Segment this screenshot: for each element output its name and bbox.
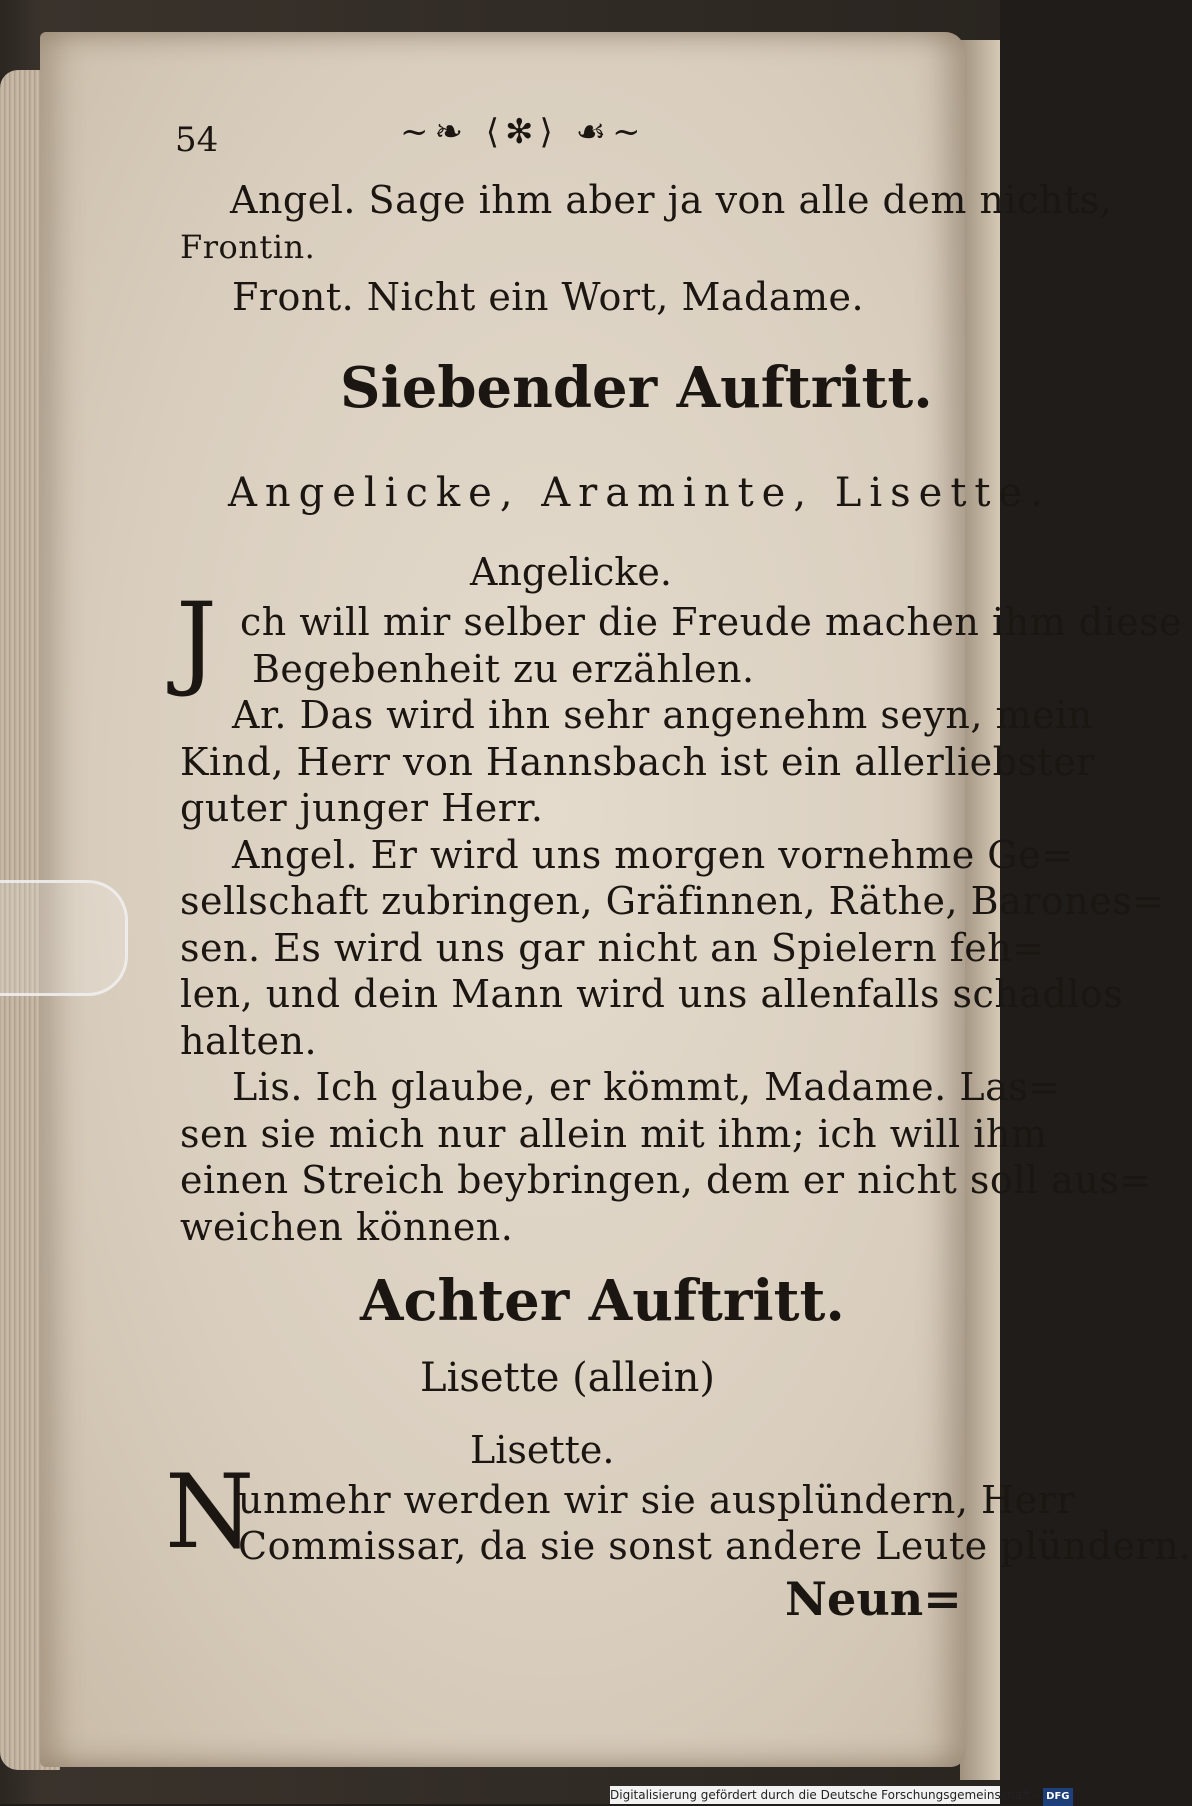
text-line: ch will mir selber die Freude machen ihm diese xyxy=(240,600,1183,644)
text-line: sellschaft zubringen, Gräfinnen, Räthe, Barones= xyxy=(180,879,1165,923)
bookmark-clip xyxy=(0,880,128,996)
text-line: guter junger Herr. xyxy=(180,786,544,830)
drop-cap: J xyxy=(176,581,217,700)
text-line: Angel. Er wird uns morgen vornehme Ge= xyxy=(232,833,1074,877)
header-ornament: ~❧ ⟨✻⟩ ☙~ xyxy=(400,112,647,152)
text-line: Kind, Herr von Hannsbach ist ein allerliebster xyxy=(180,740,1095,784)
speaker-name: Lisette. xyxy=(470,1428,615,1472)
text-line: len, und dein Mann wird uns allenfalls schadlos xyxy=(180,972,1124,1016)
speaker-name: Angelicke. xyxy=(470,550,672,594)
catchword: Neun= xyxy=(785,1572,962,1626)
text-line: Ar. Das wird ihn sehr angenehm seyn, mein xyxy=(232,693,1093,737)
character-list: Lisette (allein) xyxy=(420,1355,715,1401)
text-line: weichen können. xyxy=(180,1205,514,1249)
text-line: Angel. Sage ihm aber ja von alle dem nichts, xyxy=(230,178,1113,222)
text-line: unmehr werden wir sie ausplündern, Herr xyxy=(238,1478,1076,1522)
text-line: Lis. Ich glaube, er kömmt, Madame. Las= xyxy=(232,1065,1061,1109)
text-line: Front. Nicht ein Wort, Madame. xyxy=(232,275,865,319)
text-line: einen Streich beybringen, dem er nicht soll aus= xyxy=(180,1158,1152,1202)
drop-cap: N xyxy=(165,1453,255,1572)
footer-credit xyxy=(610,1786,1070,1804)
scene-title: Achter Auftritt. xyxy=(360,1268,845,1334)
page-number: 54 xyxy=(175,120,219,160)
scene-title: Siebender Auftritt. xyxy=(340,355,933,421)
dfg-logo[interactable]: DFG xyxy=(1043,1788,1072,1806)
text-line: halten. xyxy=(180,1019,318,1063)
text-line: sen sie mich nur allein mit ihm; ich will ihm xyxy=(180,1112,1048,1156)
text-line: Frontin. xyxy=(180,228,316,266)
text-line: sen. Es wird uns gar nicht an Spielern feh= xyxy=(180,926,1045,970)
character-list: Angelicke, Araminte, Lisette. xyxy=(228,470,1051,516)
footer-credit-text: Digitalisierung gefördert durch die Deutsche Forschungsgemeinschaft - xyxy=(610,1788,1040,1802)
text-line: Commissar, da sie sonst andere Leute plündern. xyxy=(238,1524,1192,1568)
text-line: Begebenheit zu erzählen. xyxy=(252,647,755,691)
